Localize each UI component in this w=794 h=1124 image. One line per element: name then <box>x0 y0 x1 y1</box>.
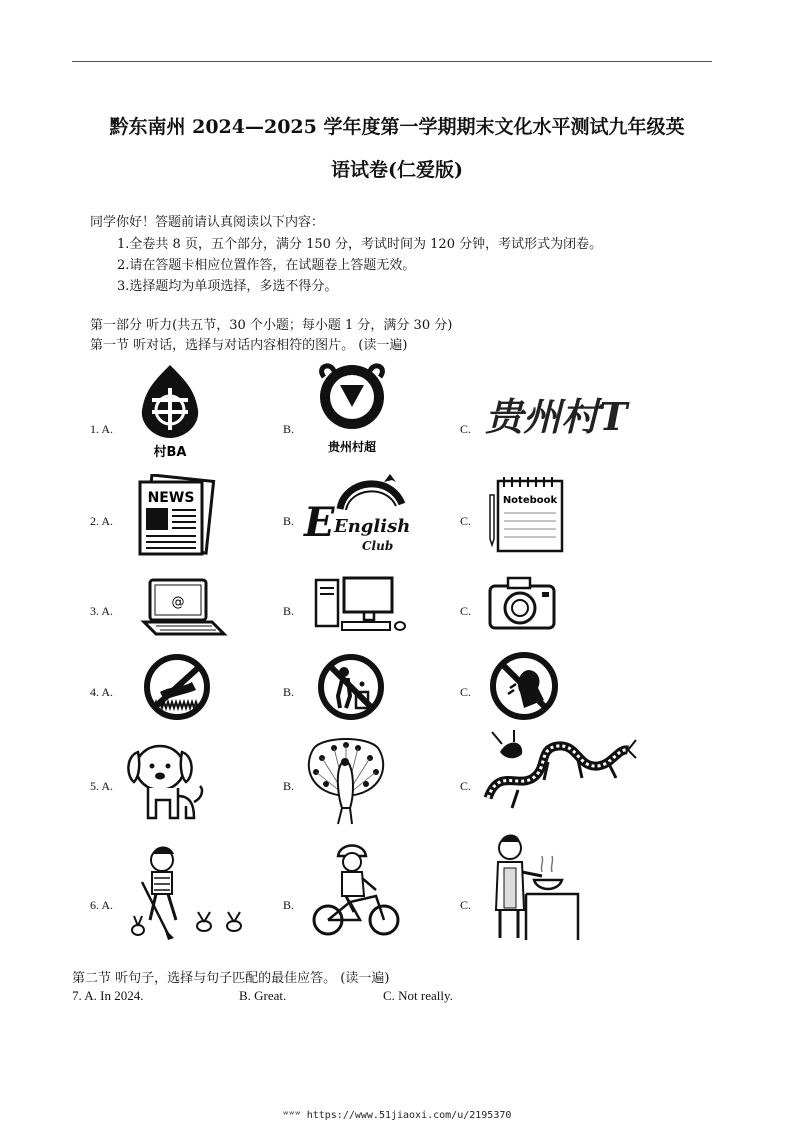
q5-label-a: 5. A. <box>90 779 114 793</box>
cun-t-calligraphy-image <box>480 385 655 445</box>
newspaper-text: NEWS <box>147 490 195 506</box>
q6-label-b: B. <box>283 898 295 912</box>
newspaper-image <box>130 474 220 559</box>
no-spitting-sign-image <box>488 650 560 722</box>
notice-item-3: 3.选择题均为单项选择，多选不得分。 <box>117 279 338 294</box>
q5-label-c: C. <box>460 779 472 793</box>
cun-chao-logo-image <box>310 357 395 457</box>
cun-ba-logo-image <box>130 360 210 460</box>
q4-label-b: B. <box>283 685 295 699</box>
page-title-line1: 黔东南州 2024—2025 学年度第一学期期末文化水平测试九年级英 <box>109 116 685 138</box>
q1-label-a: 1. A. <box>90 422 114 436</box>
q7-option-a: 7. A. In 2024. <box>72 988 144 1003</box>
dog-image <box>120 738 210 826</box>
footer-watermark: ʷʷʷ https://www.51jiaoxi.com/u/2195370 <box>282 1110 512 1121</box>
english-club-letter-e: E <box>304 499 335 546</box>
section2-heading: 第二节 听句子，选择与句子匹配的最佳应答。 (读一遍) <box>72 971 390 986</box>
top-rule <box>72 61 712 62</box>
boy-digging-image <box>128 842 254 942</box>
q1-label-b: B. <box>283 422 295 436</box>
q5-label-b: B. <box>283 779 295 793</box>
part1-heading: 第一部分 听力(共五节，30 个小题；每小题 1 分，满分 30 分) <box>90 318 453 333</box>
cun-t-text: 贵州村T <box>485 394 628 439</box>
no-walking-on-grass-sign-image <box>142 652 212 722</box>
english-club-text: English <box>334 516 410 537</box>
q2-label-c: C. <box>460 514 472 528</box>
q2-label-a: 2. A. <box>90 514 114 528</box>
q4-label-a: 4. A. <box>90 685 114 699</box>
notebook-image <box>484 475 569 555</box>
section1-heading: 第一节 听对话，选择与对话内容相符的图片。 (读一遍) <box>90 338 408 353</box>
laptop-image <box>140 578 228 638</box>
q2-label-b: B. <box>283 514 295 528</box>
cun-ba-text: 村BA <box>153 445 187 460</box>
dragon-image <box>478 728 638 820</box>
desktop-computer-image <box>312 574 407 636</box>
english-club-image <box>300 474 410 559</box>
q4-label-c: C. <box>460 685 472 699</box>
page-title-line2: 语试卷(仁爱版) <box>331 159 463 181</box>
man-cooking-image <box>486 832 582 942</box>
peacock-image <box>300 736 392 830</box>
notebook-text: Notebook <box>502 495 558 506</box>
q3-label-c: C. <box>460 604 472 618</box>
girl-cycling-image <box>310 840 405 938</box>
notice-item-2: 2.请在答题卡相应位置作答，在试题卷上答题无效。 <box>117 258 416 273</box>
english-club-subtext: Club <box>362 539 394 553</box>
cun-chao-text: 贵州村超 <box>327 440 377 454</box>
notice-item-1: 1.全卷共 8 页，五个部分，满分 150 分，考试时间为 120 分钟，考试形式为闭卷。 <box>117 237 603 252</box>
notice-greeting: 同学你好！答题前请认真阅读以下内容： <box>90 215 325 230</box>
camera-image <box>486 574 558 632</box>
q6-label-a: 6. A. <box>90 898 114 912</box>
q6-label-c: C. <box>460 898 472 912</box>
q3-label-b: B. <box>283 604 295 618</box>
q3-label-a: 3. A. <box>90 604 114 618</box>
q7-option-b: B. Great. <box>239 988 287 1003</box>
q7-option-c: C. Not really. <box>383 988 453 1003</box>
q1-label-c: C. <box>460 422 472 436</box>
seedlings <box>132 912 241 935</box>
laptop-at-sign: @ <box>171 595 185 610</box>
no-littering-sign-image <box>316 652 386 722</box>
